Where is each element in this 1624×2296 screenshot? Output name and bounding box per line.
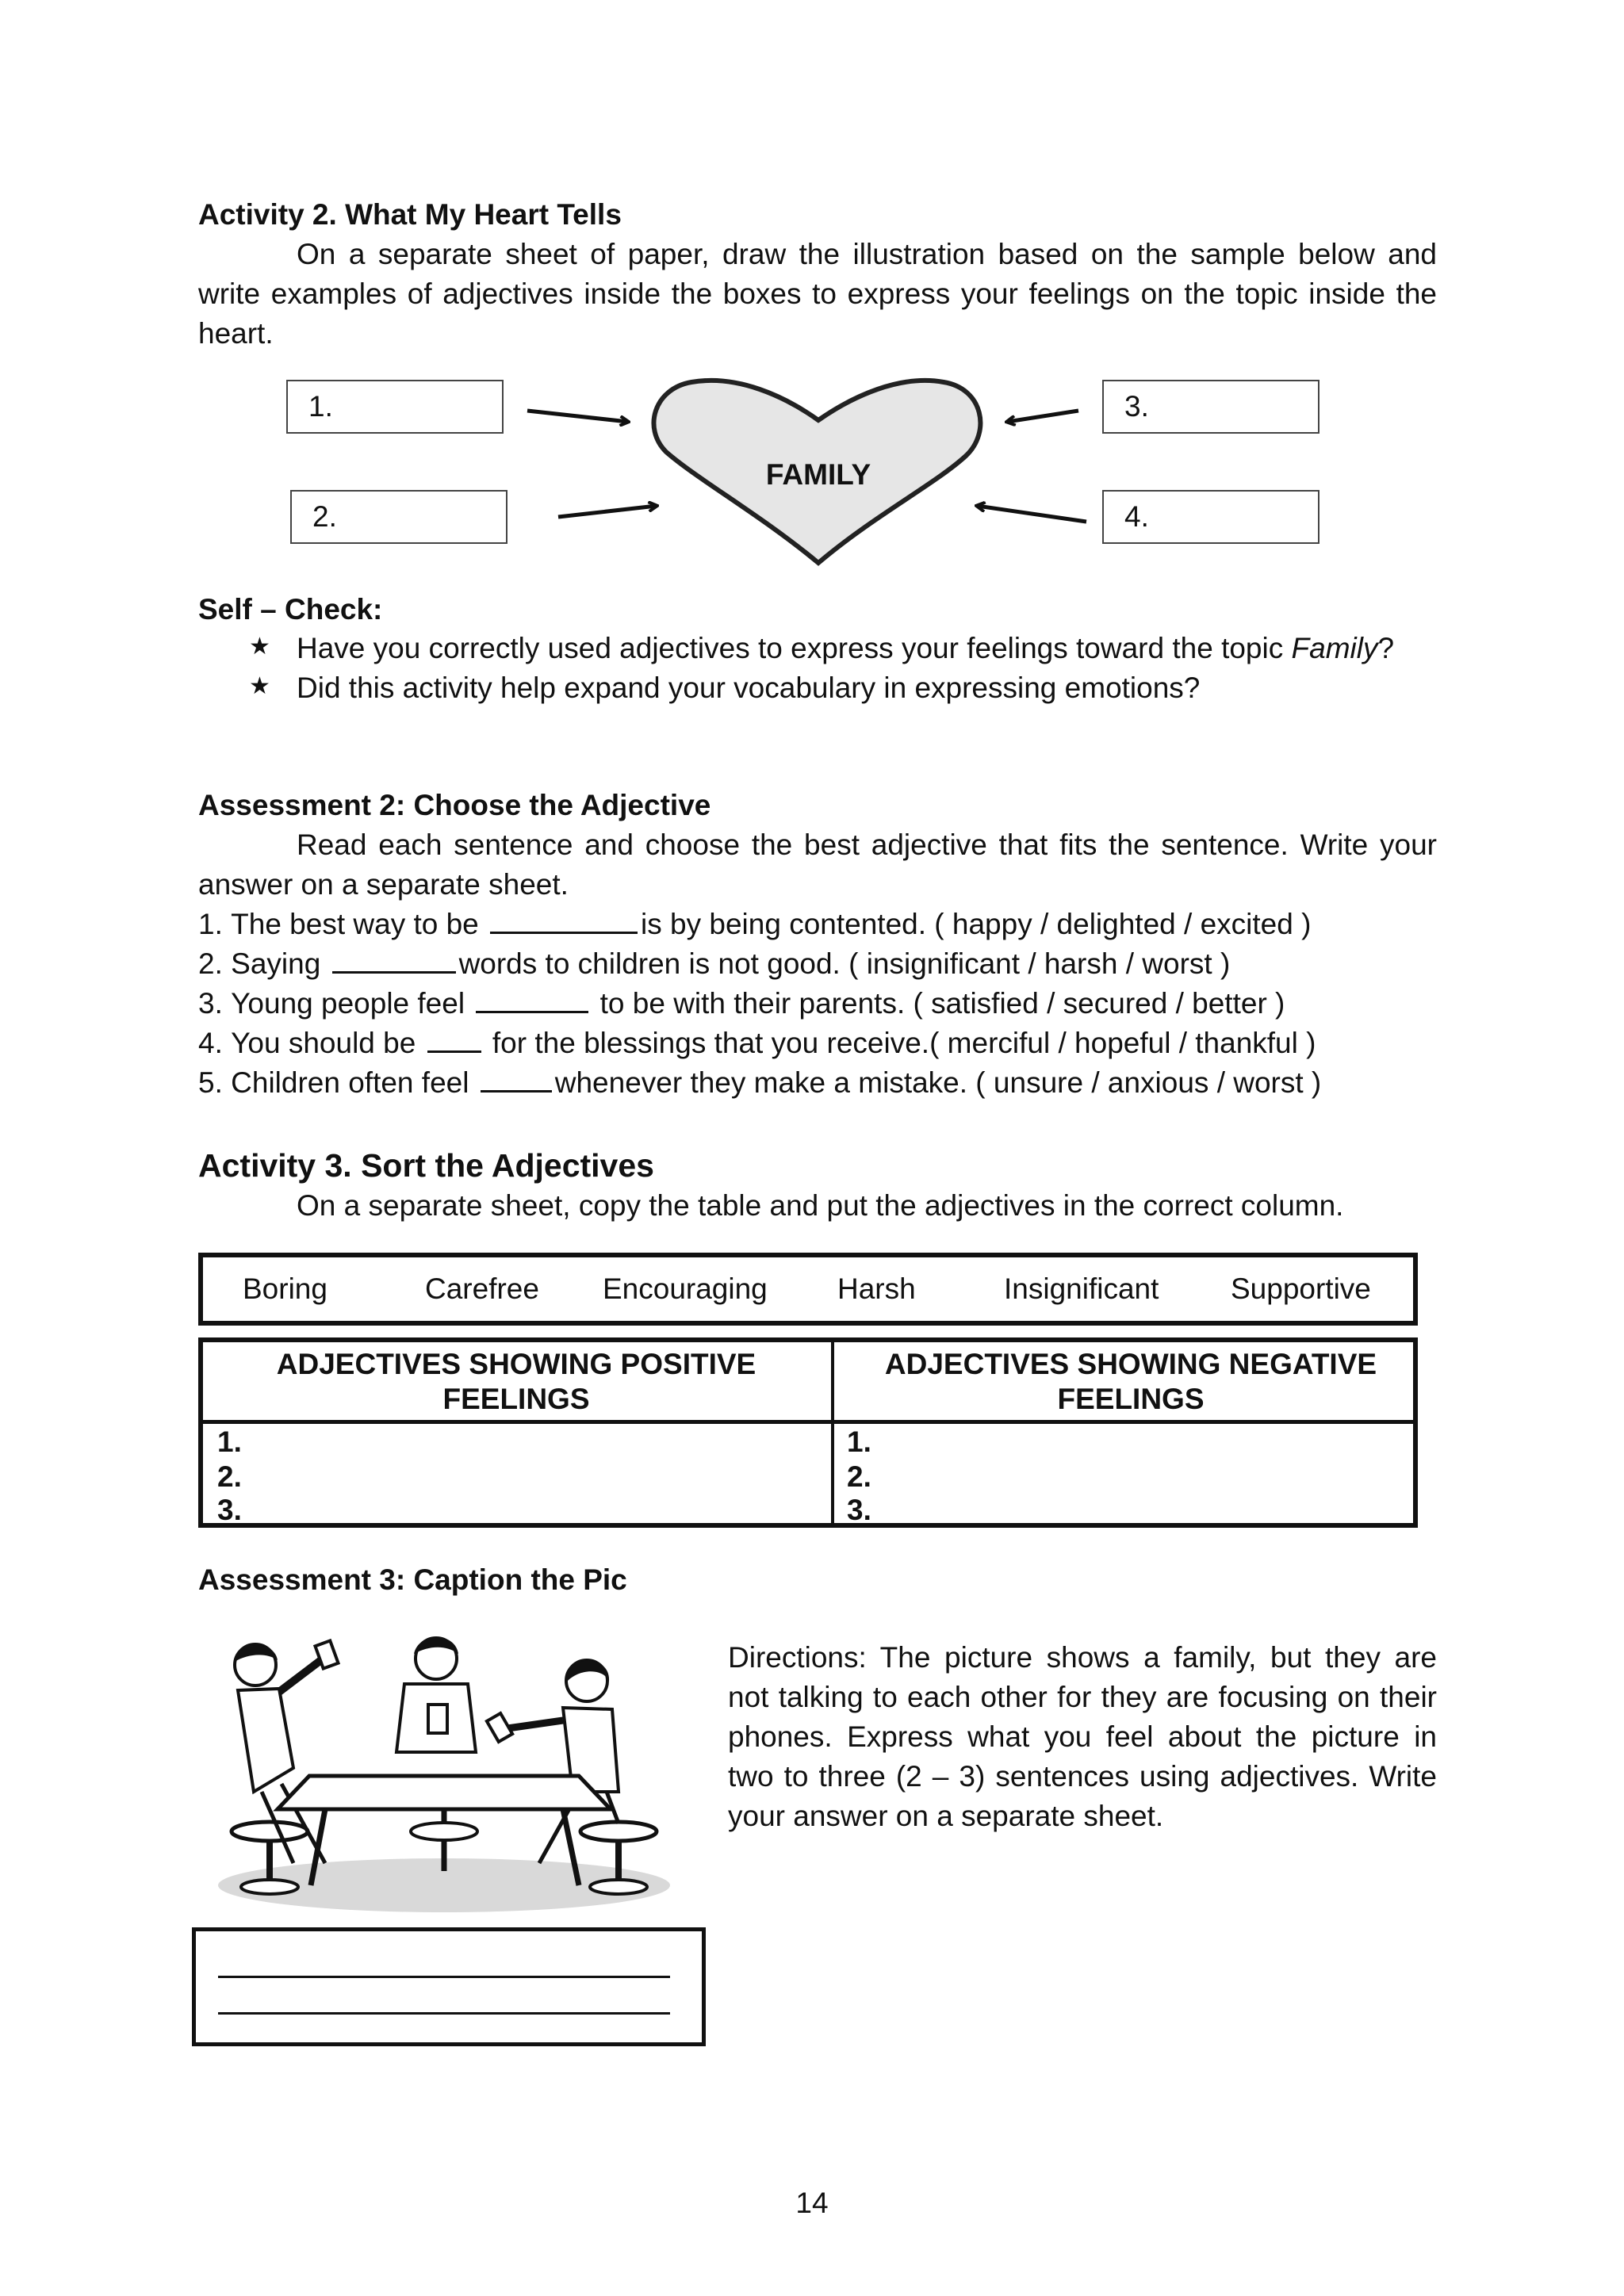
word-bank-item: Insignificant [1004,1272,1159,1305]
heart-topic: FAMILY [765,458,871,491]
activity2-instructions: On a separate sheet of paper, draw the illustration based on the sample below and write examples of adjectives inside the boxes to express your feelings on the topic inside the heart. [198,238,1437,350]
positive-row-1: 1. [217,1425,242,1458]
assessment2-item-4: 4. You should be for the blessings that you receive.( merciful / hopeful / thankful ) [198,1024,1316,1063]
caption-answer-box [192,1927,706,2046]
page-number: 14 [795,2187,829,2219]
negative-row-3: 3. [847,1494,871,1526]
assessment2-item-2: 2. Saying words to children is not good. ( insignificant / harsh / worst ) [198,944,1230,984]
negative-row-1: 1. [847,1425,871,1458]
word-bank-item: Harsh [837,1272,916,1305]
arrow-2 [558,506,657,517]
adjective-box-4: 4. [1102,490,1320,544]
table-column-divider [831,1342,834,1523]
positive-row-3: 3. [217,1494,242,1526]
activity3-title: Activity 3. Sort the Adjectives [198,1147,654,1184]
word-bank [198,1253,1418,1326]
answer-line-2 [218,2012,670,2015]
family-phones-illustration [206,1633,682,1919]
assessment2-item-3: 3. Young people feel to be with their parents. ( satisfied / secured / better ) [198,984,1285,1024]
negative-column-header: ADJECTIVES SHOWING NEGATIVE FEELINGS [884,1348,1377,1415]
activity2-title: Activity 2. What My Heart Tells [198,198,622,231]
word-bank-item: Carefree [425,1272,539,1305]
self-check-title: Self – Check: [198,593,383,626]
adjective-box-3: 3. [1102,380,1320,434]
heart-diagram [0,0,1624,603]
assessment3-directions: Directions: The picture shows a family, but they are not talking to each other for they are focusing on their phones. Express what you feel about the picture in two to three (2 – 3) sentences using adjectives. Write your answer on a separate sheet. [728,1641,1437,1832]
self-check-item-1: Have you correctly used adjectives to express your feelings toward the topic Family? [297,632,1395,664]
positive-row-2: 2. [217,1460,242,1493]
self-check-item-2: Did this activity help expand your vocabulary in expressing emotions? [297,672,1201,704]
adjective-box-1: 1. [286,380,504,434]
answer-line-1 [218,1976,670,1978]
assessment2-title: Assessment 2: Choose the Adjective [198,789,711,821]
arrow-3 [1007,411,1078,422]
word-bank-item: Encouraging [603,1272,768,1305]
assessment2-item-1: 1. The best way to be is by being contented. ( happy / delighted / excited ) [198,905,1311,944]
assessment3-title: Assessment 3: Caption the Pic [198,1563,627,1596]
negative-row-2: 2. [847,1460,871,1493]
arrow-4 [977,506,1086,522]
assessment2-instructions: Read each sentence and choose the best adjective that fits the sentence. Write your answer on a separate sheet. [198,828,1437,901]
assessment2-item-5: 5. Children often feel whenever they make a mistake. ( unsure / anxious / worst ) [198,1063,1321,1103]
adjective-box-2: 2. [290,490,508,544]
star-bullet-icon: ★ [249,633,270,660]
star-bullet-icon: ★ [249,673,270,699]
arrow-1 [527,411,628,422]
positive-column-header: ADJECTIVES SHOWING POSITIVE FEELINGS [276,1348,756,1415]
word-bank-item: Boring [243,1272,327,1305]
table-header-divider [203,1420,1413,1424]
activity3-instructions: On a separate sheet, copy the table and put the adjectives in the correct column. [297,1189,1344,1222]
sort-table [198,1337,1418,1528]
word-bank-item: Supportive [1231,1272,1371,1305]
